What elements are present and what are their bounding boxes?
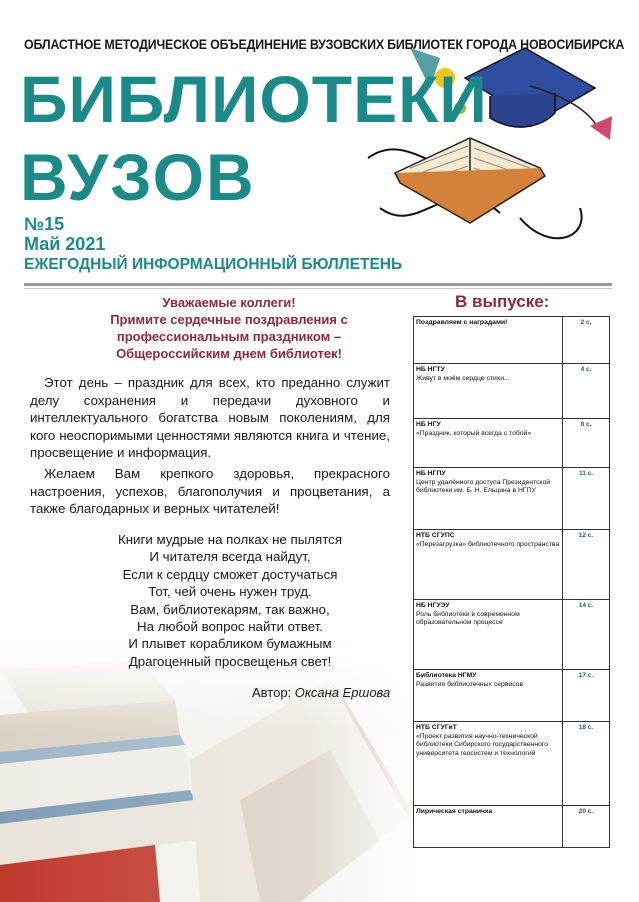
toc-section: НБ НГУ — [416, 421, 441, 428]
body-paragraph-1: Этот день – праздник для всех, кто преданно служит делу сохранения и передачи духовного и интеллектуального богатства новым поколениям, для кого неоспоримыми ценностями являются книга и чтение, просвещение и информация. — [30, 375, 390, 460]
author-name: Оксана Ершова — [294, 685, 391, 700]
toc-text: Развитие библиотечных сервисов — [416, 680, 524, 688]
poem-line: Если к сердцу сможет достучаться — [122, 566, 338, 582]
issue-info — [24, 214, 105, 254]
table-of-contents — [413, 316, 610, 848]
toc-page: 8 с. — [563, 419, 610, 468]
toc-page: 12 с. — [563, 530, 610, 600]
toc-text: Центр удалённого доступа Президентской библиотеки им. Б. Н. Ельцина в НГПУ — [416, 478, 551, 495]
poem-line: Тот, чей очень нужен труд. — [148, 584, 312, 600]
poem-author — [252, 685, 390, 700]
toc-section: НТБ СГУГиТ — [416, 724, 457, 731]
header-divider — [24, 283, 612, 286]
toc-page: 17 с. — [563, 670, 610, 722]
toc-row[interactable] — [414, 364, 610, 419]
toc-section: Поздравляем с наградами! — [416, 319, 508, 326]
body-paragraph-2: Желаем Вам крепкого здоровья, прекрасного настроения, успехов, благополучия и процветания, а также благодарных и верных читателей! — [30, 466, 390, 516]
book-stack-illustration — [0, 640, 430, 902]
toc-page: 14 с. — [563, 600, 610, 670]
greeting-line: Общероссийским днем библиотек! — [116, 346, 342, 361]
bulletin-subtitle: ЕЖЕГОДНЫЙ ИНФОРМАЦИОННЫЙ БЮЛЛЕТЕНЬ — [24, 256, 403, 273]
toc-section: НТБ СГУПС — [416, 532, 455, 539]
toc-page: 18 с. — [563, 722, 610, 806]
toc-row[interactable] — [414, 419, 610, 468]
toc-row[interactable] — [414, 468, 610, 530]
toc-page: 4 с. — [563, 364, 610, 419]
poem-line: Драгоценный просвещенья свет! — [128, 653, 332, 669]
poem-line: И читателя всегда найдут, — [149, 549, 311, 565]
toc-text: «Проект развития научно-технической библиотеки Сибирского государственного университета геосистем и технологий — [416, 732, 548, 757]
toc-text: Живут в моём сердце стихи... — [416, 374, 510, 382]
toc-text: Роль библиотеки в современном образовательном процессе — [416, 610, 520, 627]
toc-row[interactable] — [414, 806, 610, 848]
author-label: Автор: — [252, 685, 292, 700]
poem-line: Вам, библиотекарям, так важно, — [130, 601, 330, 617]
bulletin-title-line1: БИБЛИОТЕКИ — [20, 62, 488, 136]
toc-text: «Праздник, который всегда с тобой» — [416, 429, 532, 437]
toc-title: В выпуске: — [455, 292, 550, 311]
toc-section: НБ НГТУ — [416, 366, 445, 373]
header-divider-thin — [24, 288, 612, 289]
toc-section: Лирическая страничка — [416, 808, 493, 815]
toc-page: 11 с. — [563, 468, 610, 530]
toc-row[interactable] — [414, 317, 610, 364]
organization-name: ОБЛАСТНОЕ МЕТОДИЧЕСКОЕ ОБЪЕДИНЕНИЕ ВУЗОВСКИХ БИБЛИОТЕК ГОРОДА НОВОСИБИРСКА — [24, 37, 625, 52]
greeting-line: Примите сердечные поздравления с — [110, 312, 348, 327]
poem — [60, 531, 400, 670]
poem-line: На любой вопрос найти ответ. — [137, 619, 323, 635]
toc-row[interactable] — [414, 670, 610, 722]
toc-row[interactable] — [414, 600, 610, 670]
toc-row[interactable] — [414, 530, 610, 600]
toc-section: НБ НГПУ — [416, 470, 446, 477]
toc-section: НБ НГУЭУ — [416, 602, 450, 609]
poem-line: Книги мудрые на полках не пылятся — [117, 532, 343, 547]
greeting-heading — [66, 294, 392, 362]
greeting-line: профессиональным праздником – — [116, 329, 342, 344]
issue-date: Май 2021 — [24, 234, 106, 254]
toc-page: 20 с. — [563, 806, 610, 848]
issue-number: №15 — [24, 214, 65, 234]
toc-page: 2 с. — [563, 317, 610, 364]
toc-text: «Перезагрузка» библиотечного пространства — [416, 540, 560, 548]
bulletin-title-line2: ВУЗОВ — [20, 140, 256, 214]
toc-row[interactable] — [414, 722, 610, 806]
greeting-line: Уважаемые коллеги! — [162, 295, 296, 310]
toc-section: Библиотека НГМУ — [416, 672, 477, 679]
poem-line: И плывет корабликом бумажным — [128, 636, 332, 652]
